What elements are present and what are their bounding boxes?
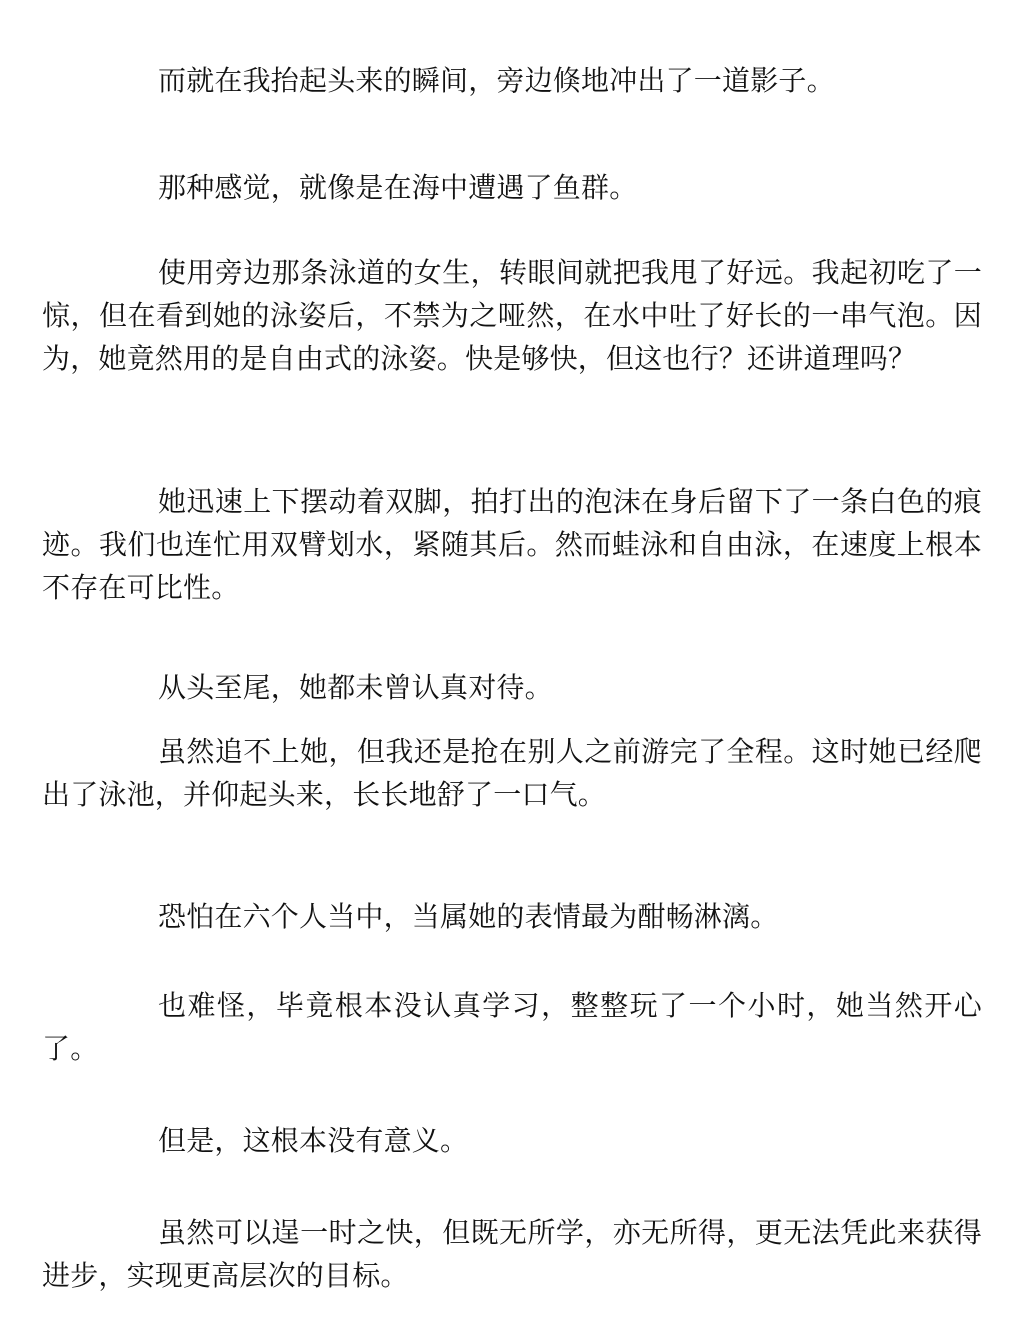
paragraph-10: 虽然可以逞一时之快，但既无所学，亦无所得，更无法凭此来获得进步，实现更高层次的目标。 bbox=[42, 1216, 982, 1292]
paragraph-7: 恐怕在六个人当中，当属她的表情最为酣畅淋漓。 bbox=[158, 900, 779, 933]
paragraph-4: 她迅速上下摆动着双脚，拍打出的泡沫在身后留下了一条白色的痕迹。我们也连忙用双臂划水，紧随其后。然而蛙泳和自由泳，在速度上根本不存在可比性。 bbox=[42, 485, 982, 604]
paragraph-9: 但是，这根本没有意义。 bbox=[158, 1124, 469, 1157]
paragraph-2: 那种感觉，就像是在海中遭遇了鱼群。 bbox=[158, 171, 638, 204]
paragraph-5: 从头至尾，她都未曾认真对待。 bbox=[158, 671, 553, 704]
paragraph-6: 虽然追不上她，但我还是抢在别人之前游完了全程。这时她已经爬出了泳池，并仰起头来，长长地舒了一口气。 bbox=[42, 735, 982, 811]
paragraph-8: 也难怪，毕竟根本没认真学习，整整玩了一个小时，她当然开心了。 bbox=[42, 989, 982, 1065]
paragraph-1: 而就在我抬起头来的瞬间，旁边倏地冲出了一道影子。 bbox=[158, 64, 835, 97]
paragraph-3: 使用旁边那条泳道的女生，转眼间就把我甩了好远。我起初吃了一惊，但在看到她的泳姿后，不禁为之哑然，在水中吐了好长的一串气泡。因为，她竟然用的是自由式的泳姿。快是够快，但这也行？还讲道理吗？ bbox=[42, 256, 982, 375]
